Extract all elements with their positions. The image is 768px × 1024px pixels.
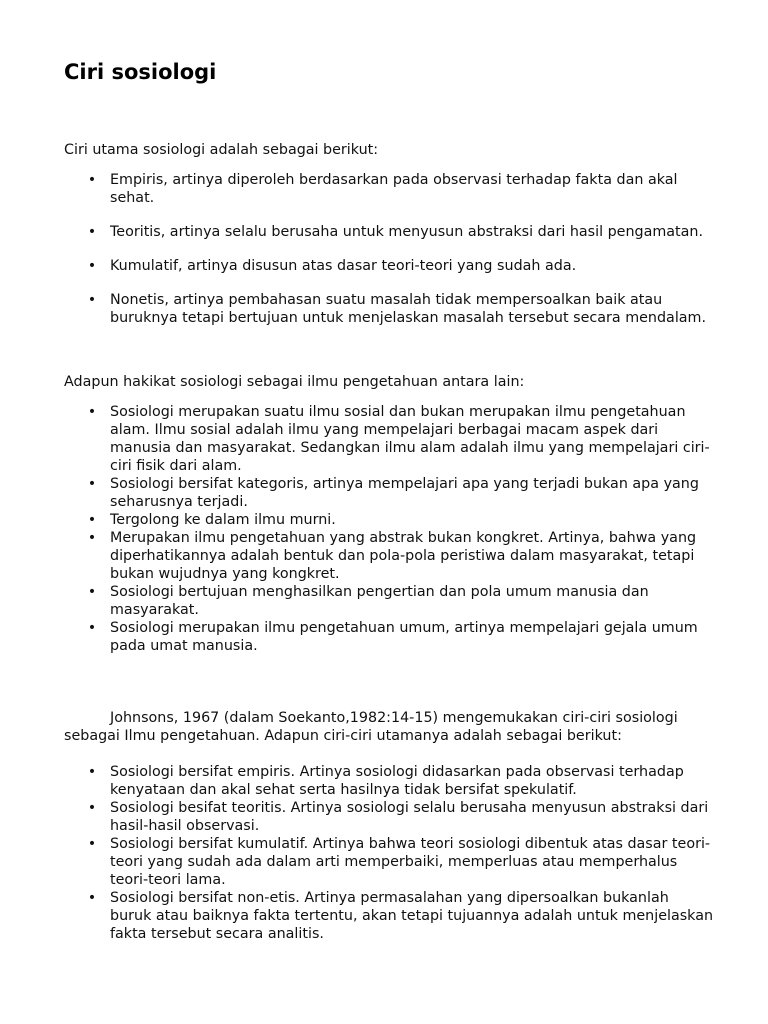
list-item: [64, 475, 714, 511]
johnsons-list: [64, 763, 714, 943]
list-item-text: Sosiologi bersifat non-etis. Artinya permasalahan yang dipersoalkan bukanlah buruk atau baiknya fakta tertentu, akan tetapi tujuannya adalah untuk menjelaskan fakta tersebut secara analitis.: [110, 890, 714, 942]
list-item: [64, 223, 714, 241]
list-item: [64, 291, 714, 327]
bullet-icon: •: [87, 292, 97, 308]
bullet-icon: •: [87, 764, 97, 780]
list-item-text: Merupakan ilmu pengetahuan yang abstrak bukan kongkret. Artinya, bahwa yang diperhatikannya adalah bentuk dan pola-pola peristiwa dalam masyarakat, tetapi bukan wujudnya yang kongkret.: [110, 530, 697, 582]
intro-paragraph: Ciri utama sosiologi adalah sebagai berikut:: [64, 142, 379, 158]
list-item-text: Sosiologi besifat teoritis. Artinya sosiologi selalu berusaha menyusun abstraksi dari hasil-hasil observasi.: [110, 800, 709, 834]
bullet-icon: •: [87, 258, 97, 274]
list-item: [64, 619, 714, 655]
list-item: [64, 763, 714, 799]
ciri-list: [64, 171, 714, 327]
bullet-icon: •: [87, 890, 97, 906]
list-item: [64, 257, 714, 275]
bullet-icon: •: [87, 224, 97, 240]
list-item-text: Sosiologi merupakan suatu ilmu sosial dan bukan merupakan ilmu pengetahuan alam. Ilmu sosial adalah ilmu yang mempelajari berbagai macam aspek dari manusia dan masyarakat. Sedangkan ilmu alam adalah ilmu yang mempelajari ciri-ciri fisik dari alam.: [110, 404, 710, 474]
list-item-text: Sosiologi bersifat empiris. Artinya sosiologi didasarkan pada observasi terhadap kenyataan dan akal sehat serta hasilnya tidak bersifat spekulatif.: [110, 764, 684, 798]
list-item-text: Sosiologi bersifat kategoris, artinya mempelajari apa yang terjadi bukan apa yang seharusnya terjadi.: [110, 476, 699, 510]
document-title: Ciri sosiologi: [64, 60, 217, 84]
bullet-icon: •: [87, 584, 97, 600]
list-item-text: Nonetis, artinya pembahasan suatu masalah tidak mempersoalkan baik atau buruknya tetapi bertujuan untuk menjelaskan masalah tersebut secara mendalam.: [110, 292, 707, 326]
hakikat-list: [64, 403, 714, 655]
list-item-text: Sosiologi bertujuan menghasilkan pengertian dan pola umum manusia dan masyarakat.: [110, 584, 649, 618]
bullet-icon: •: [87, 620, 97, 636]
johnsons-intro-paragraph: Johnsons, 1967 (dalam Soekanto,1982:14-15) mengemukakan ciri-ciri sosiologi sebagai Ilmu pengetahuan. Adapun ciri-ciri utamanya adalah sebagai berikut:: [64, 710, 678, 744]
list-item-text: Empiris, artinya diperoleh berdasarkan pada observasi terhadap fakta dan akal sehat.: [110, 172, 678, 206]
list-item: [64, 835, 714, 889]
list-item: [64, 583, 714, 619]
bullet-icon: •: [87, 800, 97, 816]
list-item-text: Teoritis, artinya selalu berusaha untuk menyusun abstraksi dari hasil pengamatan.: [110, 224, 704, 240]
list-item: [64, 171, 714, 207]
list-item: [64, 511, 714, 529]
bullet-icon: •: [87, 530, 97, 546]
hakikat-intro-paragraph: Adapun hakikat sosiologi sebagai ilmu pengetahuan antara lain:: [64, 374, 525, 390]
bullet-icon: •: [87, 172, 97, 188]
bullet-icon: •: [87, 476, 97, 492]
list-item: [64, 889, 714, 943]
list-item-text: Sosiologi merupakan ilmu pengetahuan umum, artinya mempelajari gejala umum pada umat manusia.: [110, 620, 698, 654]
bullet-icon: •: [87, 512, 97, 528]
list-item: [64, 403, 714, 475]
bullet-icon: •: [87, 836, 97, 852]
list-item-text: Kumulatif, artinya disusun atas dasar teori-teori yang sudah ada.: [110, 258, 577, 274]
list-item-text: Sosiologi bersifat kumulatif. Artinya bahwa teori sosiologi dibentuk atas dasar teori-teori yang sudah ada dalam arti memperbaiki, memperluas atau memperhalus teori-teori lama.: [110, 836, 711, 888]
list-item: [64, 799, 714, 835]
list-item: [64, 529, 714, 583]
bullet-icon: •: [87, 404, 97, 420]
list-item-text: Tergolong ke dalam ilmu murni.: [110, 512, 336, 528]
